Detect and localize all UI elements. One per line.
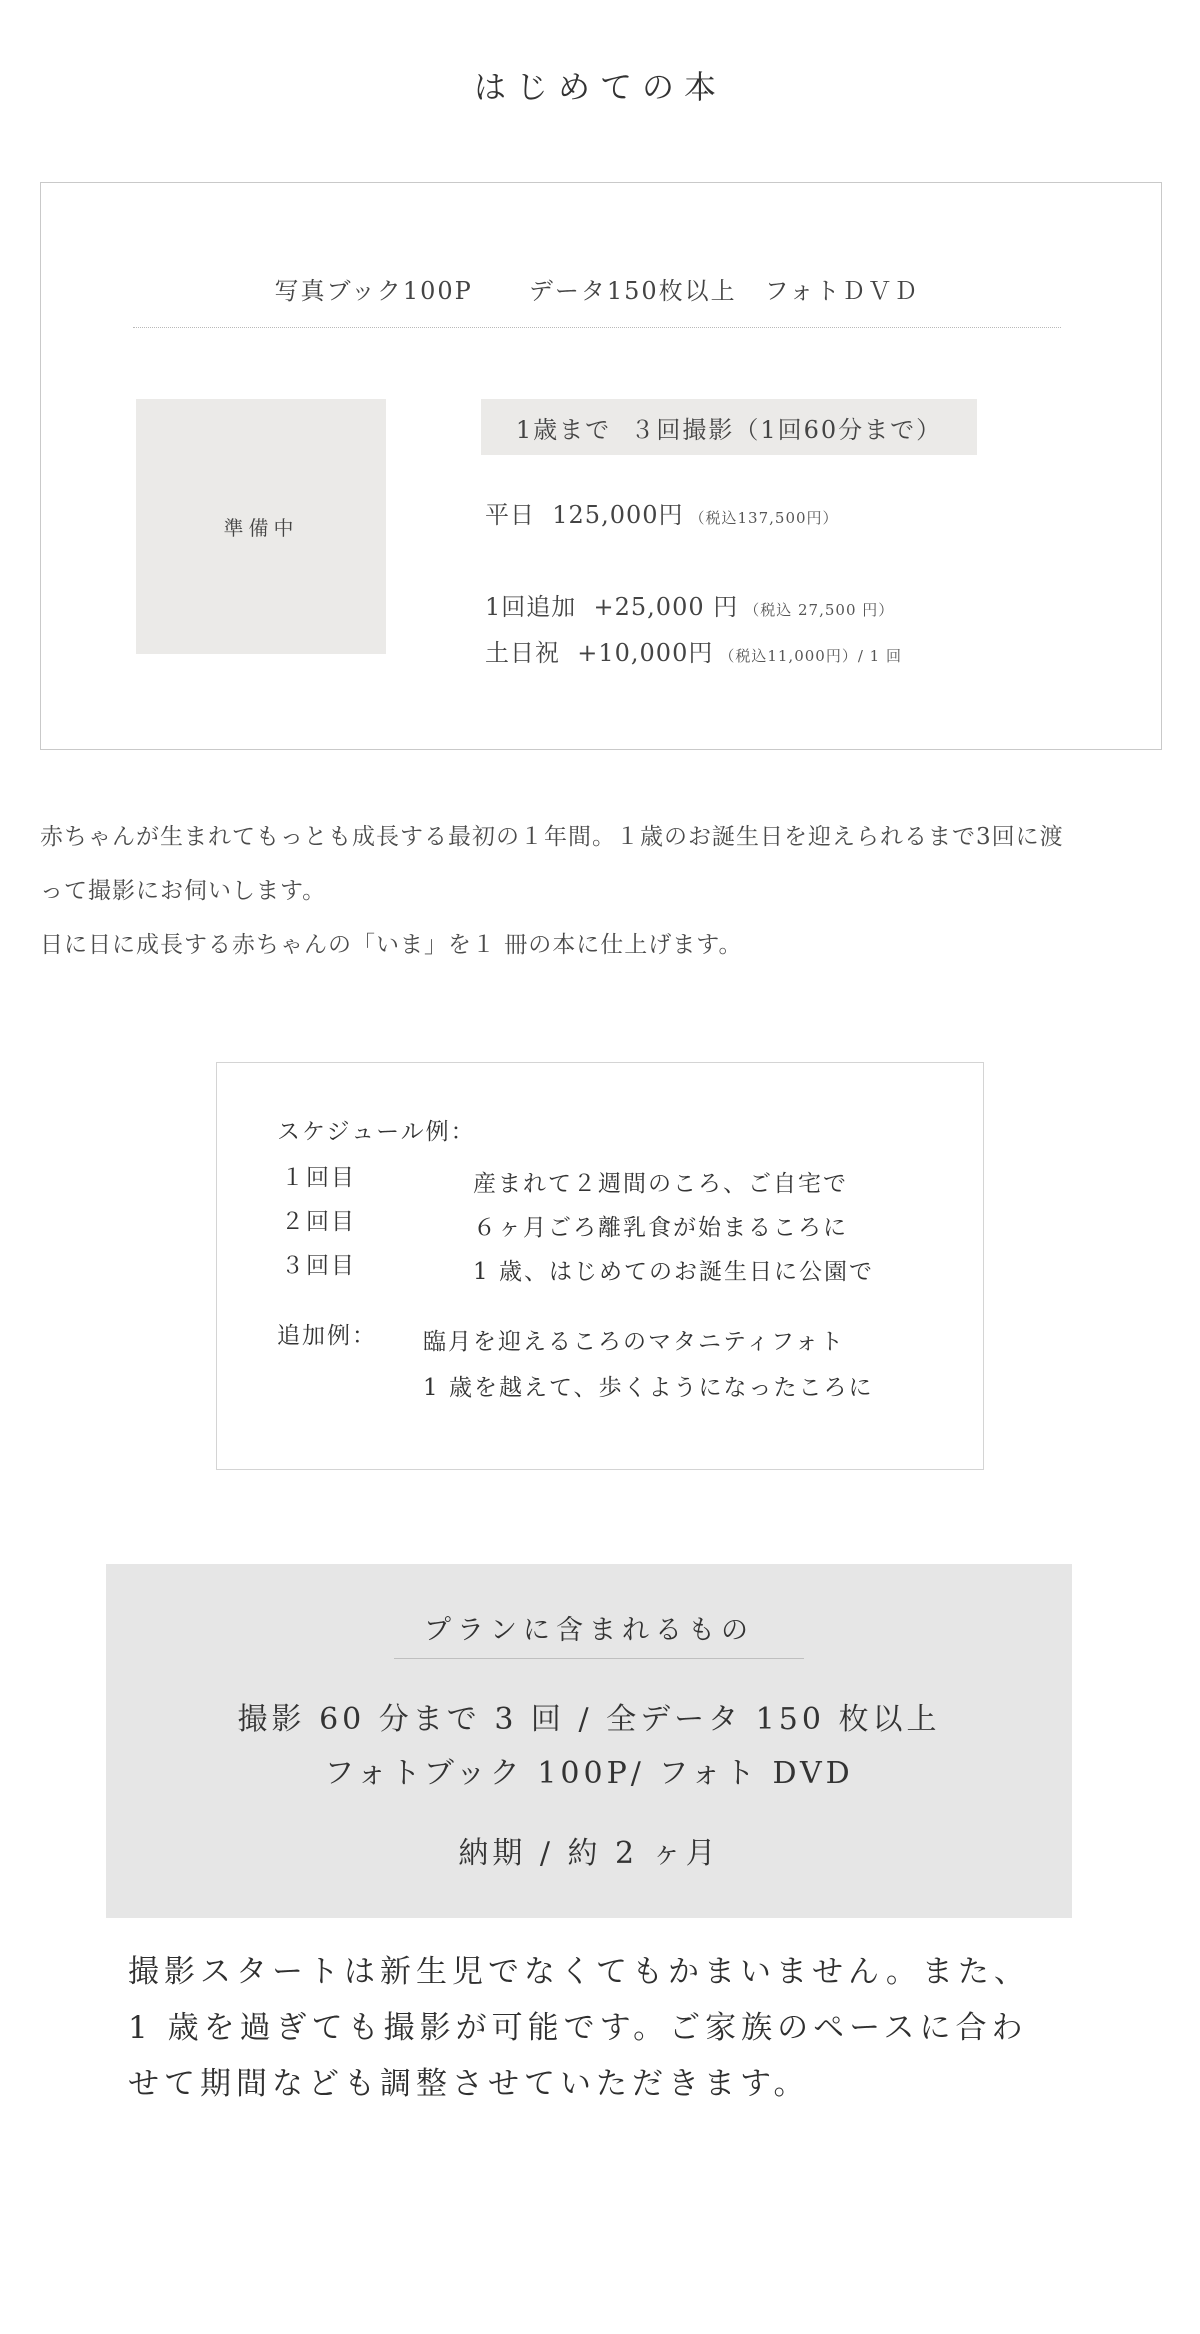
page-title: はじめての本 — [473, 68, 726, 106]
plan-tag-label: 1歳まで ３回撮影（1回60分まで） — [515, 415, 943, 444]
price-additional — [485, 587, 894, 622]
schedule-item-desc: 1 歳、はじめてのお誕生日に公園で — [473, 1259, 874, 1285]
description-line: って撮影にお伺いします。 — [40, 878, 327, 904]
price-weekend-label: 土日祝 +10,000円 — [485, 639, 714, 667]
included-divider — [394, 1658, 804, 1659]
additional-example-label: 追加例： — [277, 1323, 377, 1349]
included-delivery: 納期 / 約 2 ヶ月 — [458, 1836, 720, 1871]
closing-line: 撮影スタートは新生児でなくてもかまいません。また、 — [128, 1954, 1030, 1990]
price-additional-label: 1回追加 +25,000 円 — [485, 593, 739, 621]
additional-example-item: 臨月を迎えるころのマタニティフォト — [423, 1329, 846, 1355]
price-weekend-tax: （税込11,000円）/ 1 回 — [719, 647, 902, 665]
plan-description — [40, 810, 1170, 972]
schedule-item-label: ２回目 — [281, 1209, 356, 1235]
included-title: プランに含まれるもの — [424, 1615, 754, 1646]
plan-divider — [133, 327, 1061, 328]
price-weekend — [485, 633, 902, 668]
price-weekday-tax: （税込137,500円） — [689, 509, 839, 527]
additional-example-item: 1 歳を越えて、歩くようになったころに — [423, 1375, 874, 1401]
plan-tag — [481, 399, 977, 455]
description-line: 赤ちゃんが生まれてもっとも成長する最初の１年間。１歳のお誕生日を迎えられるまで3回に渡 — [40, 824, 1064, 850]
schedule-title: スケジュール例： — [277, 1119, 476, 1145]
closing-line: せて期間なども調整させていただきます。 — [128, 2066, 810, 2102]
plan-card — [40, 182, 1162, 750]
price-weekday — [485, 495, 839, 530]
plan-dvd: フォトＤＶＤ — [764, 277, 920, 305]
image-placeholder — [136, 399, 386, 654]
price-weekday-label: 平日 125,000円 — [485, 501, 684, 529]
schedule-item-desc: 産まれて２週間のころ、ご自宅で — [473, 1171, 848, 1197]
included-line: フォトブック 100P/ フォト DVD — [324, 1756, 854, 1791]
schedule-item-label: １回目 — [281, 1165, 356, 1191]
included-panel — [106, 1564, 1072, 1918]
placeholder-label: 準備中 — [223, 516, 299, 540]
schedule-item-desc: ６ヶ月ごろ離乳食が始まるころに — [473, 1215, 848, 1241]
plan-photobook: 写真ブック100P — [274, 277, 473, 305]
description-line: 日に日に成長する赤ちゃんの「いま」を１ 冊の本に仕上げます。 — [40, 932, 743, 958]
schedule-item-label: ３回目 — [281, 1253, 356, 1279]
plan-data: データ150枚以上 — [528, 277, 737, 305]
closing-note — [128, 1944, 1078, 2112]
plan-header — [133, 271, 1061, 306]
included-line: 撮影 60 分まで 3 回 / 全データ 150 枚以上 — [237, 1702, 941, 1737]
schedule-card — [216, 1062, 984, 1470]
price-additional-tax: （税込 27,500 円） — [744, 601, 895, 619]
closing-line: 1 歳を過ぎても撮影が可能です。ご家族のペースに合わ — [128, 2010, 1028, 2046]
